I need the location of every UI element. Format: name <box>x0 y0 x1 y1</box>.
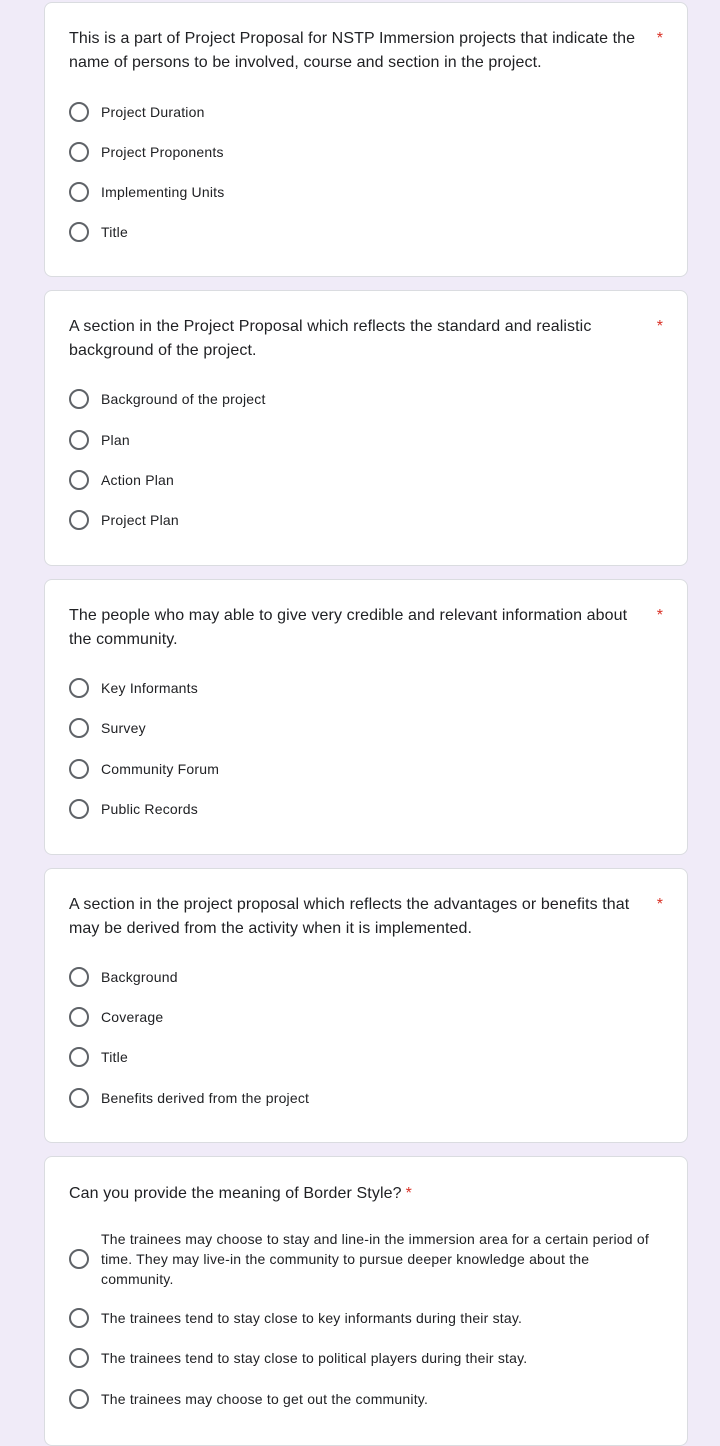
question-title: A section in the Project Proposal which reflects the standard and realistic background of the project. <box>69 318 592 359</box>
option-label: The trainees tend to stay close to key informants during their stay. <box>101 1310 523 1326</box>
option-benefits-derived[interactable] <box>69 1088 659 1108</box>
question-title: This is a part of Project Proposal for NSTP Immersion projects that indicate the name of persons to be involved, course and section in the project. <box>69 30 636 71</box>
question-text: Can you provide the meaning of Border Style? <box>69 1185 402 1202</box>
option-label: Project Plan <box>101 512 179 528</box>
option-background-of-the-project[interactable] <box>69 389 659 409</box>
option-label: Benefits derived from the project <box>101 1090 310 1106</box>
required-asterisk: * <box>656 318 663 335</box>
radio-button[interactable] <box>69 470 89 490</box>
option-line-in[interactable] <box>69 1229 659 1289</box>
radio-button[interactable] <box>69 142 89 162</box>
option-label: Action Plan <box>101 472 175 488</box>
radio-button[interactable] <box>69 967 89 987</box>
option-label: Community Forum <box>101 761 220 777</box>
question-card <box>44 868 688 1143</box>
question-card <box>44 2 688 277</box>
option-label: Background <box>101 969 178 985</box>
radio-button[interactable] <box>69 718 89 738</box>
question-title: A section in the project proposal which reflects the advantages or benefits that may be derived from the activity when it is implemented. <box>69 896 630 937</box>
option-label: Title <box>101 224 128 240</box>
option-background[interactable] <box>69 967 659 987</box>
question-card <box>44 579 688 855</box>
option-label: The trainees may choose to get out the community. <box>101 1391 429 1407</box>
option-label: Key Informants <box>101 680 198 696</box>
radio-button[interactable] <box>69 430 89 450</box>
radio-button[interactable] <box>69 389 89 409</box>
question-title <box>69 1182 641 1206</box>
required-asterisk: * <box>656 607 663 624</box>
option-title[interactable] <box>69 1047 659 1067</box>
required-asterisk: * <box>656 30 663 47</box>
option-label: The trainees tend to stay close to political players during their stay. <box>101 1350 528 1366</box>
option-label: The trainees may choose to stay and line-in the immersion area for a certain period of time. They may live-in the community to pursue deeper knowledge about the community. <box>101 1231 649 1287</box>
radio-button[interactable] <box>69 1389 89 1409</box>
option-label: Implementing Units <box>101 184 225 200</box>
option-key-informants[interactable] <box>69 678 659 698</box>
radio-button[interactable] <box>69 1249 89 1269</box>
option-label: Public Records <box>101 801 198 817</box>
radio-button[interactable] <box>69 1047 89 1067</box>
option-label: Project Duration <box>101 104 205 120</box>
option-label: Survey <box>101 720 146 736</box>
radio-button[interactable] <box>69 1348 89 1368</box>
option-label: Background of the project <box>101 391 266 407</box>
required-asterisk: * <box>405 1185 412 1202</box>
option-label: Coverage <box>101 1009 164 1025</box>
option-project-proponents[interactable] <box>69 142 659 162</box>
option-label: Project Proponents <box>101 144 224 160</box>
radio-button[interactable] <box>69 759 89 779</box>
option-label: Title <box>101 1049 128 1065</box>
question-card <box>44 290 688 566</box>
required-asterisk: * <box>656 896 663 913</box>
radio-button[interactable] <box>69 1088 89 1108</box>
option-label: Plan <box>101 432 130 448</box>
question-title: The people who may able to give very credible and relevant information about the community. <box>69 607 628 648</box>
radio-button[interactable] <box>69 182 89 202</box>
option-public-records[interactable] <box>69 799 659 819</box>
option-get-out[interactable] <box>69 1389 659 1409</box>
option-project-plan[interactable] <box>69 510 659 530</box>
radio-button[interactable] <box>69 678 89 698</box>
option-implementing-units[interactable] <box>69 182 659 202</box>
option-project-duration[interactable] <box>69 102 659 122</box>
option-political-players[interactable] <box>69 1348 659 1368</box>
radio-button[interactable] <box>69 510 89 530</box>
option-action-plan[interactable] <box>69 470 659 490</box>
radio-button[interactable] <box>69 222 89 242</box>
option-survey[interactable] <box>69 718 659 738</box>
option-coverage[interactable] <box>69 1007 659 1027</box>
radio-button[interactable] <box>69 1308 89 1328</box>
radio-button[interactable] <box>69 799 89 819</box>
option-key-informants-stay[interactable] <box>69 1308 659 1328</box>
option-community-forum[interactable] <box>69 759 659 779</box>
option-plan[interactable] <box>69 430 659 450</box>
radio-button[interactable] <box>69 1007 89 1027</box>
radio-button[interactable] <box>69 102 89 122</box>
question-card <box>44 1156 688 1446</box>
option-title[interactable] <box>69 222 659 242</box>
